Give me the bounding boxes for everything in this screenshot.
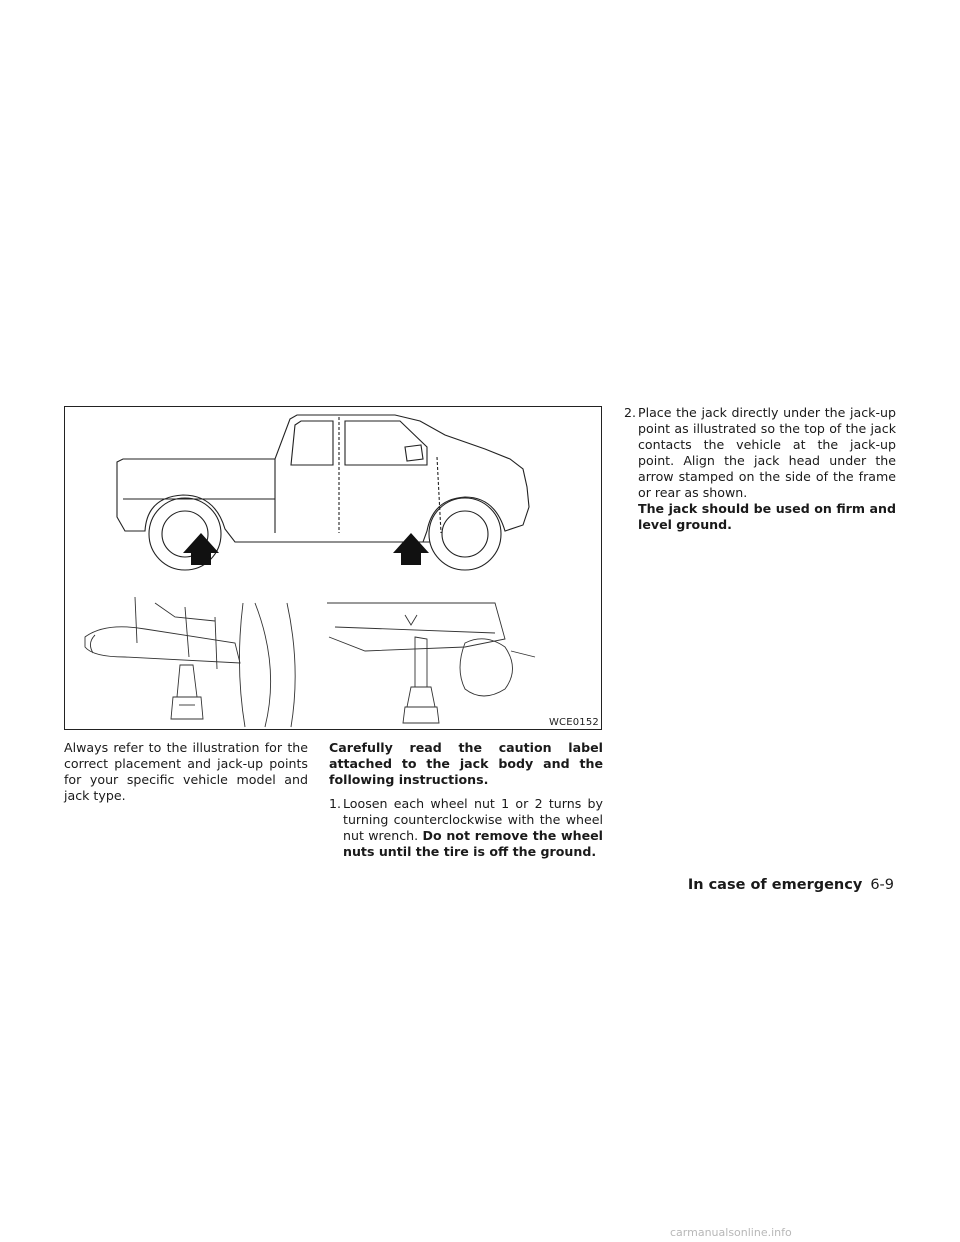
jack-placement-illustration xyxy=(64,406,602,730)
frame-jack-detail xyxy=(327,603,535,723)
rear-jack-point-arrow xyxy=(183,533,219,565)
right-column xyxy=(624,405,896,533)
front-window xyxy=(345,421,427,465)
page-footer xyxy=(688,877,894,893)
step-1 xyxy=(329,796,603,860)
ground-note: The jack should be used on firm and level ground. xyxy=(638,501,896,532)
step-2-text: Place the jack directly under the jack-up point as illustrated so the top of the jack contacts the vehicle at the jack-up point. Align the jack head under the arrow stamped on the side of the frame or rear as shown. xyxy=(638,405,896,500)
page-number: 6-9 xyxy=(870,877,894,893)
truck-and-jack-drawing xyxy=(65,407,602,730)
step-1-warning: Do not remove the wheel nuts until the tire is off the ground. xyxy=(343,828,603,859)
truck-body-outline xyxy=(117,415,529,542)
step-1-number: 1. xyxy=(329,796,342,811)
caution-paragraph: Carefully read the caution label attached to the jack body and the following instructions. xyxy=(329,740,603,787)
side-jack-point-arrow xyxy=(393,533,429,565)
step-2-number: 2. xyxy=(624,405,637,420)
front-wheel xyxy=(429,498,501,570)
step-1-text xyxy=(343,796,603,860)
watermark: carmanualsonline.info xyxy=(670,1226,792,1239)
step-2 xyxy=(624,405,896,501)
side-mirror xyxy=(405,445,423,461)
intro-paragraph: Always refer to the illustration for the correct placement and jack-up points for your specific vehicle model and jack type. xyxy=(64,740,308,803)
section-title: In case of emergency xyxy=(687,877,863,893)
rear-axle-jack-detail xyxy=(85,597,295,727)
figure-code: WCE0152 xyxy=(548,717,599,728)
rear-window xyxy=(291,421,333,465)
step-1-instruction: Loosen each wheel nut 1 or 2 turns by turning counterclockwise with the wheel nut wrench. xyxy=(343,796,603,843)
left-column xyxy=(64,740,308,804)
middle-column xyxy=(329,740,603,860)
